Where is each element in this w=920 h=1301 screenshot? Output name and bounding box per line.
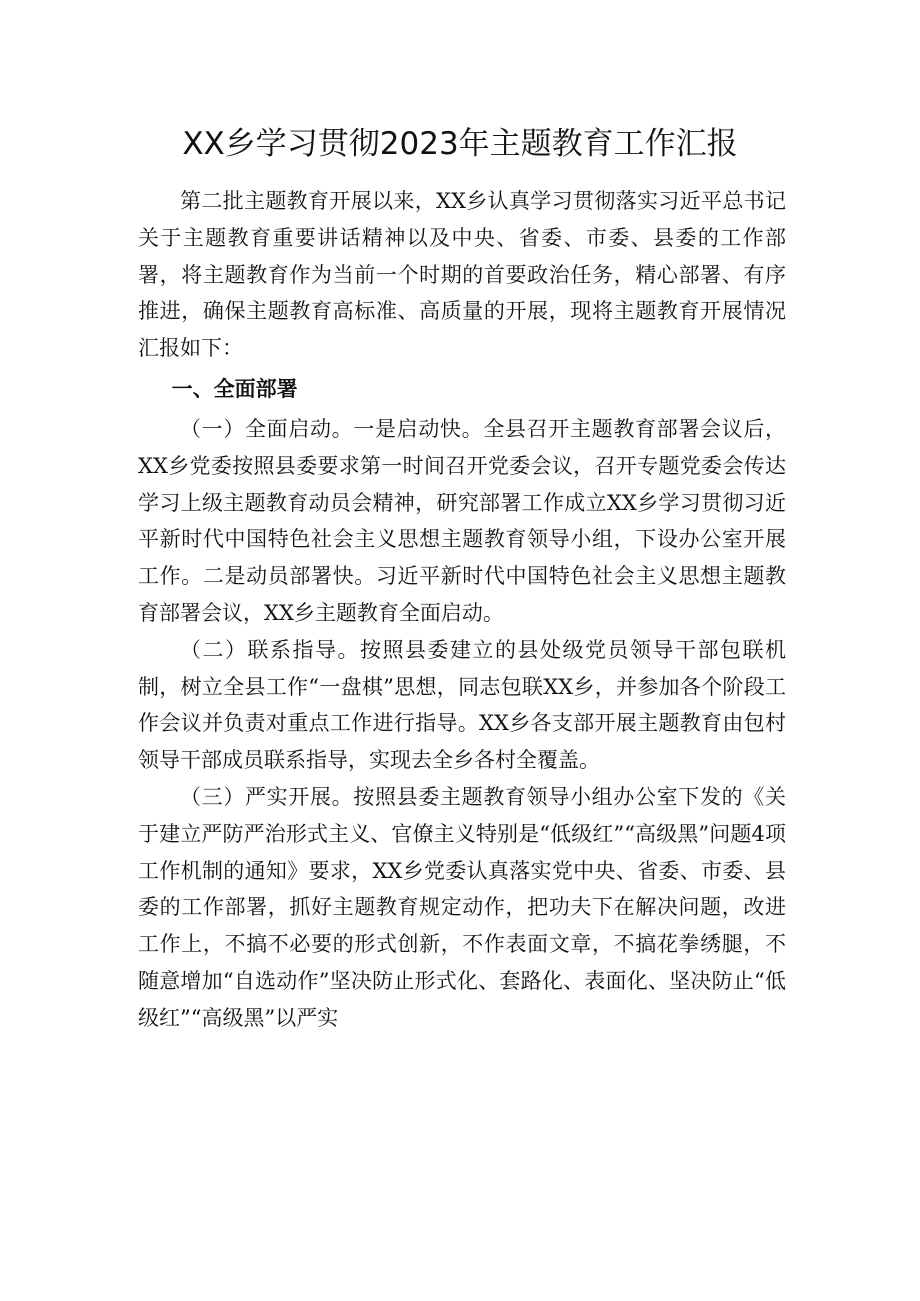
document-title: XX乡学习贯彻2023年主题教育工作汇报 xyxy=(182,126,738,162)
section-heading-1: 一、全面部署 xyxy=(171,376,298,401)
intro-paragraph: 第二批主题教育开展以来，XX乡认真学习贯彻落实习近平总书记关于主题教育重要讲话精神以及中央、省委、市委、县委的工作部署，将主题教育作为当前一个时期的首要政治任务，精心部署、有序推进，确保主题教育高标准、高质量的开展，现将主题教育开展情况汇报如下： xyxy=(138,189,786,361)
document-body xyxy=(138,183,786,1037)
section1-paragraph-3: （三）严实开展。按照县委主题教育领导小组办公室下发的《关于建立严防严治形式主义、官僚主义特别是“低级红”“高级黑”问题4项工作机制的通知》要求，XX乡党委认真落实党中央、省委、市委、县委的工作部署，抓好主题教育规定动作，把功夫下在解决问题，改进工作上，不搞不必要的形式创新，不作表面文章，不搞花拳绣腿，不随意增加“自选动作”坚决防止形式化、套路化、表面化、坚决防止“低级红”“高级黑”以严实 xyxy=(138,784,786,1030)
section1-paragraph-2: （二）联系指导。按照县委建立的县处级党员领导干部包联机制，树立全县工作“一盘棋”思想，同志包联XX乡，并参加各个阶段工作会议并负责对重点工作进行指导。XX乡各支部开展主题教育由包村领导干部成员联系指导，实现去全乡各村全覆盖。 xyxy=(138,637,786,773)
section1-paragraph-1: （一）全面启动。一是启动快。全县召开主题教育部署会议后，XX乡党委按照县委要求第一时间召开党委会议，召开专题党委会传达学习上级主题教育动员会精神，研究部署工作成立XX乡学习贯彻习近平新时代中国特色社会主义思想主题教育领导小组，下设办公室开展工作。二是动员部署快。习近平新时代中国特色社会主义思想主题教育部署会议，XX乡主题教育全面启动。 xyxy=(138,416,786,625)
